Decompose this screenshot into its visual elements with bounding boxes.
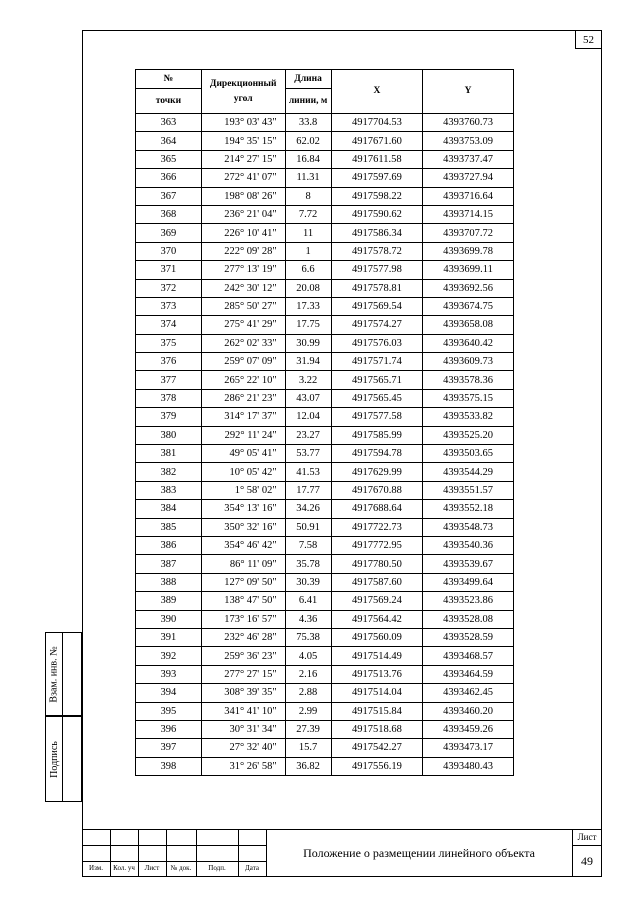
table-row — [136, 114, 514, 132]
cell-length: 7.58 — [285, 536, 331, 554]
table-row — [136, 500, 514, 518]
table-row — [136, 371, 514, 389]
cell-y: 4393753.09 — [423, 132, 514, 150]
cell-angle: 242° 30' 12" — [201, 279, 285, 297]
table-row — [136, 702, 514, 720]
cell-length: 34.26 — [285, 500, 331, 518]
cell-point: 372 — [136, 279, 202, 297]
cell-length: 30.99 — [285, 334, 331, 352]
cell-angle: 49° 05' 41" — [201, 445, 285, 463]
cell-x: 4917629.99 — [331, 463, 423, 481]
cell-angle: 30° 31' 34" — [201, 720, 285, 738]
cell-length: 4.36 — [285, 610, 331, 628]
cell-y: 4393523.86 — [423, 592, 514, 610]
cell-angle: 173° 16' 57" — [201, 610, 285, 628]
cell-y: 4393714.15 — [423, 205, 514, 223]
cell-angle: 27° 32' 40" — [201, 739, 285, 757]
cell-angle: 277° 27' 15" — [201, 665, 285, 683]
cell-length: 12.04 — [285, 408, 331, 426]
cell-x: 4917513.76 — [331, 665, 423, 683]
cell-point: 366 — [136, 169, 202, 187]
cell-point: 371 — [136, 261, 202, 279]
cell-point: 373 — [136, 297, 202, 315]
cell-angle: 226° 10' 41" — [201, 224, 285, 242]
cell-y: 4393658.08 — [423, 316, 514, 334]
cell-point: 397 — [136, 739, 202, 757]
cell-y: 4393525.20 — [423, 426, 514, 444]
cell-x: 4917514.49 — [331, 647, 423, 665]
cell-length: 2.88 — [285, 684, 331, 702]
cell-length: 2.99 — [285, 702, 331, 720]
table-row — [136, 426, 514, 444]
cell-length: 36.82 — [285, 757, 331, 775]
cell-x: 4917578.81 — [331, 279, 423, 297]
cell-angle: 262° 02' 33" — [201, 334, 285, 352]
cell-angle: 259° 36' 23" — [201, 647, 285, 665]
cell-point: 365 — [136, 150, 202, 168]
cell-x: 4917514.04 — [331, 684, 423, 702]
cell-length: 1 — [285, 242, 331, 260]
cell-x: 4917518.68 — [331, 720, 423, 738]
cell-x: 4917670.88 — [331, 481, 423, 499]
header-number: № — [136, 70, 202, 89]
sheet-number: 52 — [575, 30, 602, 49]
cell-point: 375 — [136, 334, 202, 352]
cell-x: 4917576.03 — [331, 334, 423, 352]
cell-y: 4393552.18 — [423, 500, 514, 518]
cell-x: 4917560.09 — [331, 628, 423, 646]
cell-x: 4917515.84 — [331, 702, 423, 720]
list-label: Лист — [577, 832, 597, 842]
cell-length: 15.7 — [285, 739, 331, 757]
table-row — [136, 665, 514, 683]
cell-length: 33.8 — [285, 114, 331, 132]
stamp-col-izm: Изм. — [89, 864, 103, 872]
cell-x: 4917704.53 — [331, 114, 423, 132]
cell-y: 4393503.65 — [423, 445, 514, 463]
table-row — [136, 279, 514, 297]
stamp-col-podp: Подп. — [208, 864, 226, 872]
cell-point: 389 — [136, 592, 202, 610]
cell-y: 4393707.72 — [423, 224, 514, 242]
cell-angle: 1° 58' 02" — [201, 481, 285, 499]
cell-length: 35.78 — [285, 555, 331, 573]
cell-x: 4917569.54 — [331, 297, 423, 315]
cell-length: 11 — [285, 224, 331, 242]
cell-angle: 86° 11' 09" — [201, 555, 285, 573]
cell-y: 4393716.64 — [423, 187, 514, 205]
cell-y: 4393699.11 — [423, 261, 514, 279]
cell-y: 4393578.36 — [423, 371, 514, 389]
cell-point: 386 — [136, 536, 202, 554]
cell-x: 4917571.74 — [331, 353, 423, 371]
cell-point: 378 — [136, 389, 202, 407]
cell-x: 4917564.42 — [331, 610, 423, 628]
table-row — [136, 187, 514, 205]
cell-angle: 198° 08' 26" — [201, 187, 285, 205]
side-inv-label: Взам. инв. № — [48, 645, 60, 703]
cell-angle: 308° 39' 35" — [201, 684, 285, 702]
cell-y: 4393480.43 — [423, 757, 514, 775]
cell-length: 43.07 — [285, 389, 331, 407]
cell-length: 17.75 — [285, 316, 331, 334]
cell-point: 374 — [136, 316, 202, 334]
cell-point: 396 — [136, 720, 202, 738]
cell-length: 8 — [285, 187, 331, 205]
cell-angle: 194° 35' 15" — [201, 132, 285, 150]
table-row — [136, 389, 514, 407]
cell-angle: 285° 50' 27" — [201, 297, 285, 315]
cell-x: 4917556.19 — [331, 757, 423, 775]
cell-y: 4393539.67 — [423, 555, 514, 573]
cell-y: 4393737.47 — [423, 150, 514, 168]
cell-length: 16.84 — [285, 150, 331, 168]
cell-point: 364 — [136, 132, 202, 150]
table-row — [136, 610, 514, 628]
cell-point: 395 — [136, 702, 202, 720]
cell-y: 4393692.56 — [423, 279, 514, 297]
table-row — [136, 261, 514, 279]
table-row — [136, 647, 514, 665]
cell-point: 393 — [136, 665, 202, 683]
cell-point: 367 — [136, 187, 202, 205]
cell-length: 53.77 — [285, 445, 331, 463]
cell-y: 4393540.36 — [423, 536, 514, 554]
cell-y: 4393462.45 — [423, 684, 514, 702]
cell-x: 4917722.73 — [331, 518, 423, 536]
table-row — [136, 205, 514, 223]
cell-point: 380 — [136, 426, 202, 444]
header-length: Длина — [285, 70, 331, 89]
cell-x: 4917587.60 — [331, 573, 423, 591]
table-row — [136, 518, 514, 536]
cell-y: 4393640.42 — [423, 334, 514, 352]
table-row — [136, 592, 514, 610]
cell-length: 30.39 — [285, 573, 331, 591]
cell-x: 4917565.71 — [331, 371, 423, 389]
cell-length: 7.72 — [285, 205, 331, 223]
cell-x: 4917597.69 — [331, 169, 423, 187]
cell-length: 6.6 — [285, 261, 331, 279]
cell-y: 4393468.57 — [423, 647, 514, 665]
cell-angle: 259° 07' 09" — [201, 353, 285, 371]
cell-x: 4917577.98 — [331, 261, 423, 279]
cell-point: 398 — [136, 757, 202, 775]
cell-y: 4393548.73 — [423, 518, 514, 536]
header-point: точки — [136, 89, 202, 114]
cell-point: 379 — [136, 408, 202, 426]
cell-point: 385 — [136, 518, 202, 536]
cell-y: 4393760.73 — [423, 114, 514, 132]
table-row — [136, 628, 514, 646]
cell-angle: 275° 41' 29" — [201, 316, 285, 334]
stamp-col-doc: № док. — [170, 864, 192, 872]
table-row — [136, 463, 514, 481]
cell-point: 369 — [136, 224, 202, 242]
cell-point: 387 — [136, 555, 202, 573]
cell-point: 384 — [136, 500, 202, 518]
cell-point: 377 — [136, 371, 202, 389]
cell-length: 23.27 — [285, 426, 331, 444]
cell-point: 381 — [136, 445, 202, 463]
cell-point: 388 — [136, 573, 202, 591]
table-row — [136, 739, 514, 757]
table-row — [136, 297, 514, 315]
table-row — [136, 334, 514, 352]
table-row — [136, 720, 514, 738]
cell-y: 4393699.78 — [423, 242, 514, 260]
table-row — [136, 316, 514, 334]
cell-length: 17.77 — [285, 481, 331, 499]
table-row — [136, 481, 514, 499]
cell-y: 4393460.20 — [423, 702, 514, 720]
table-row — [136, 224, 514, 242]
cell-y: 4393609.73 — [423, 353, 514, 371]
cell-angle: 214° 27' 15" — [201, 150, 285, 168]
cell-y: 4393727.94 — [423, 169, 514, 187]
cell-y: 4393528.59 — [423, 628, 514, 646]
cell-point: 392 — [136, 647, 202, 665]
cell-length: 2.16 — [285, 665, 331, 683]
cell-y: 4393551.57 — [423, 481, 514, 499]
cell-angle: 354° 46' 42" — [201, 536, 285, 554]
cell-length: 11.31 — [285, 169, 331, 187]
cell-point: 382 — [136, 463, 202, 481]
cell-length: 17.33 — [285, 297, 331, 315]
cell-x: 4917671.60 — [331, 132, 423, 150]
table-row — [136, 536, 514, 554]
cell-x: 4917569.24 — [331, 592, 423, 610]
cell-length: 4.05 — [285, 647, 331, 665]
cell-length: 27.39 — [285, 720, 331, 738]
cell-point: 390 — [136, 610, 202, 628]
header-length-unit: линии, м — [285, 89, 331, 114]
stamp-col-list: Лист — [144, 864, 160, 872]
cell-x: 4917780.50 — [331, 555, 423, 573]
stamp-col-date: Дата — [245, 864, 259, 872]
cell-x: 4917590.62 — [331, 205, 423, 223]
cell-x: 4917688.64 — [331, 500, 423, 518]
cell-point: 363 — [136, 114, 202, 132]
cell-point: 394 — [136, 684, 202, 702]
cell-angle: 31° 26' 58" — [201, 757, 285, 775]
document-title: Положение о размещении линейного объекта — [303, 845, 535, 860]
side-sign-box — [45, 716, 82, 802]
cell-x: 4917611.58 — [331, 150, 423, 168]
cell-point: 370 — [136, 242, 202, 260]
table-row — [136, 757, 514, 775]
cell-angle: 232° 46' 28" — [201, 628, 285, 646]
table-row — [136, 445, 514, 463]
cell-length: 50.91 — [285, 518, 331, 536]
cell-point: 368 — [136, 205, 202, 223]
cell-angle: 272° 41' 07" — [201, 169, 285, 187]
cell-length: 3.22 — [285, 371, 331, 389]
side-inv-box — [45, 632, 82, 716]
table-row — [136, 242, 514, 260]
table-row — [136, 353, 514, 371]
cell-length: 31.94 — [285, 353, 331, 371]
table-row — [136, 169, 514, 187]
cell-x: 4917578.72 — [331, 242, 423, 260]
cell-x: 4917542.27 — [331, 739, 423, 757]
cell-angle: 350° 32' 16" — [201, 518, 285, 536]
cell-angle: 138° 47' 50" — [201, 592, 285, 610]
cell-angle: 265° 22' 10" — [201, 371, 285, 389]
cell-y: 4393674.75 — [423, 297, 514, 315]
cell-x: 4917598.22 — [331, 187, 423, 205]
table-row — [136, 132, 514, 150]
table-row — [136, 573, 514, 591]
header-x: X — [331, 70, 423, 114]
cell-angle: 236° 21' 04" — [201, 205, 285, 223]
cell-length: 41.53 — [285, 463, 331, 481]
table-row — [136, 684, 514, 702]
cell-point: 383 — [136, 481, 202, 499]
cell-y: 4393575.15 — [423, 389, 514, 407]
cell-angle: 277° 13' 19" — [201, 261, 285, 279]
cell-length: 6.41 — [285, 592, 331, 610]
cell-angle: 10° 05' 42" — [201, 463, 285, 481]
list-number: 49 — [581, 853, 593, 868]
cell-x: 4917772.95 — [331, 536, 423, 554]
cell-angle: 341° 41' 10" — [201, 702, 285, 720]
coordinates-table — [135, 69, 514, 776]
table-row — [136, 408, 514, 426]
cell-y: 4393528.08 — [423, 610, 514, 628]
header-y: Y — [423, 70, 514, 114]
cell-y: 4393544.29 — [423, 463, 514, 481]
cell-x: 4917577.58 — [331, 408, 423, 426]
cell-angle: 127° 09' 50" — [201, 573, 285, 591]
side-sign-label: Подпись — [48, 740, 60, 778]
cell-x: 4917585.99 — [331, 426, 423, 444]
cell-y: 4393499.64 — [423, 573, 514, 591]
cell-y: 4393473.17 — [423, 739, 514, 757]
cell-x: 4917594.78 — [331, 445, 423, 463]
cell-angle: 354° 13' 16" — [201, 500, 285, 518]
cell-y: 4393459.26 — [423, 720, 514, 738]
cell-x: 4917574.27 — [331, 316, 423, 334]
cell-point: 391 — [136, 628, 202, 646]
stamp-col-kol: Кол. уч — [113, 864, 135, 872]
cell-x: 4917565.45 — [331, 389, 423, 407]
cell-y: 4393464.59 — [423, 665, 514, 683]
cell-angle: 193° 03' 43" — [201, 114, 285, 132]
cell-length: 75.38 — [285, 628, 331, 646]
cell-angle: 286° 21' 23" — [201, 389, 285, 407]
table-row — [136, 150, 514, 168]
cell-length: 20.08 — [285, 279, 331, 297]
cell-angle: 314° 17' 37" — [201, 408, 285, 426]
cell-x: 4917586.34 — [331, 224, 423, 242]
cell-point: 376 — [136, 353, 202, 371]
header-angle: Дирекционный угол — [201, 70, 285, 114]
cell-length: 62.02 — [285, 132, 331, 150]
cell-angle: 292° 11' 24" — [201, 426, 285, 444]
table-row — [136, 555, 514, 573]
cell-y: 4393533.82 — [423, 408, 514, 426]
cell-angle: 222° 09' 28" — [201, 242, 285, 260]
